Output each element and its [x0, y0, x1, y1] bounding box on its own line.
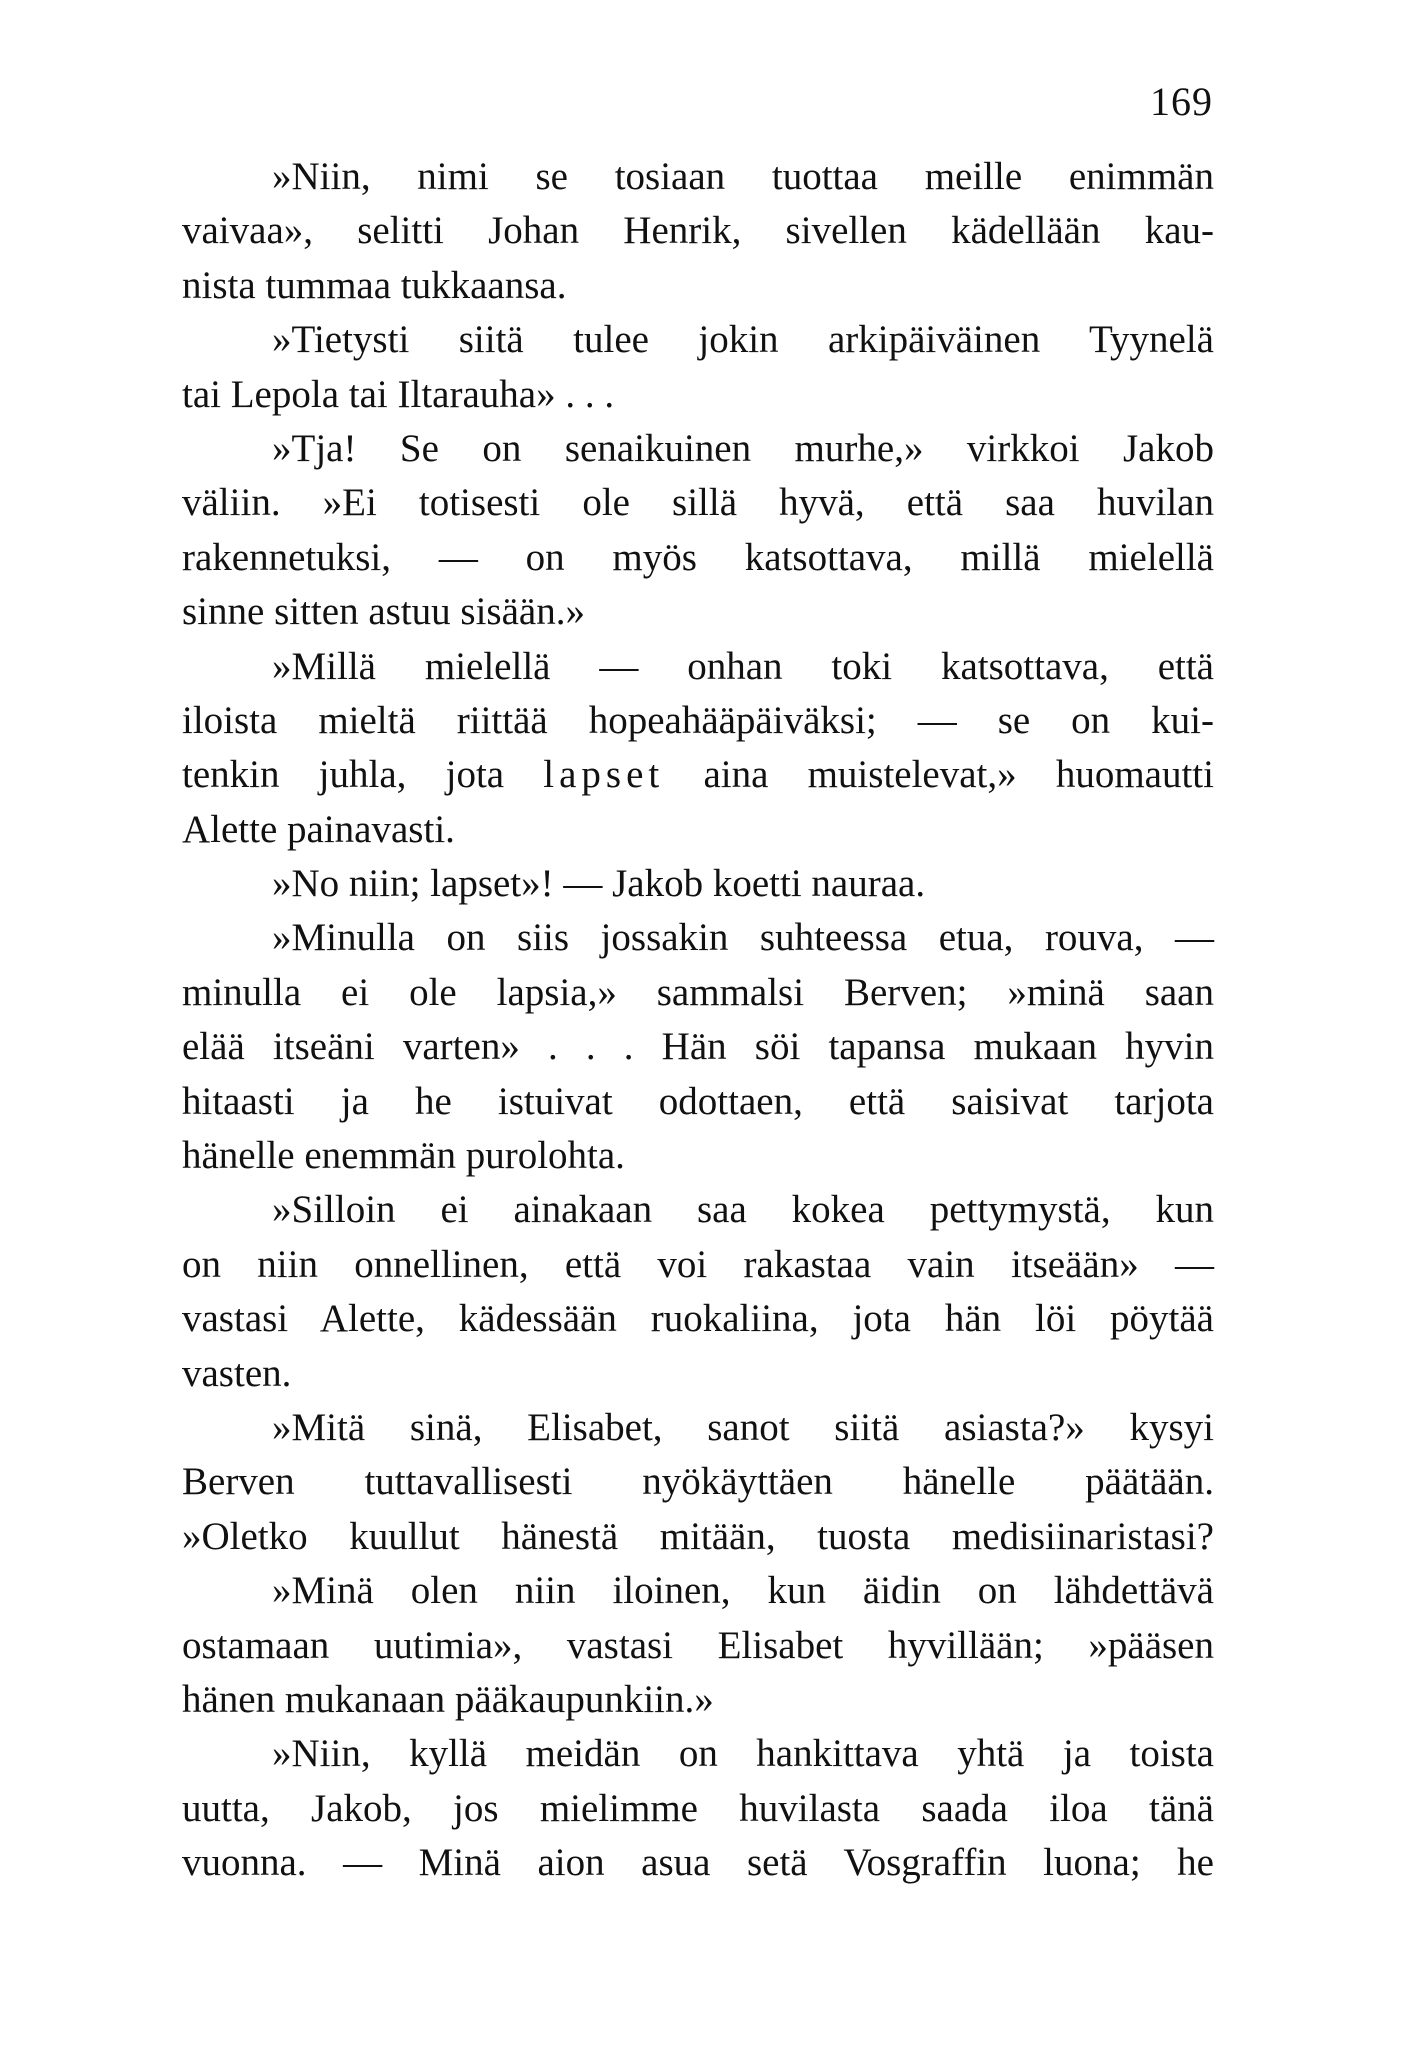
- text-line: uutta, Jakob, jos mielimme huvilasta saada iloa tänä: [182, 1786, 1214, 1830]
- text-line: tai Lepola tai Iltarauha» . . .: [182, 372, 615, 416]
- text-line: vastasi Alette, kädessään ruokaliina, jota hän löi pöytää: [182, 1297, 1214, 1341]
- text-line: »No niin; lapset»! — Jakob koetti nauraa.: [272, 862, 926, 906]
- page-number: 169: [1150, 79, 1213, 124]
- text-line: rakennetuksi, — on myös katsottava, millä mielellä: [182, 535, 1214, 579]
- text-line: väliin. »Ei totisesti ole sillä hyvä, että saa huvilan: [182, 481, 1214, 525]
- text-line: »Silloin ei ainakaan saa kokea pettymystä, kun: [272, 1188, 1214, 1232]
- text-line: vaivaa», selitti Johan Henrik, sivellen kädellään kau-: [182, 209, 1214, 253]
- text-line: »Oletko kuullut hänestä mitään, tuosta medisiinaristasi?: [182, 1514, 1214, 1558]
- text-line: »Tietysti siitä tulee jokin arkipäiväinen Tyynelä: [272, 318, 1214, 362]
- text-line: »Niin, nimi se tosiaan tuottaa meille enimmän: [272, 155, 1214, 198]
- text-line: hitaasti ja he istuivat odottaen, että saisivat tarjota: [182, 1079, 1214, 1123]
- text-line: tenkin juhla, jota lapset aina muistelevat,» huomautti: [182, 753, 1214, 797]
- text-line: Berven tuttavallisesti nyökäyttäen hänelle päätään.: [182, 1460, 1214, 1504]
- text-line: »Millä mielellä — onhan toki katsottava, että: [272, 644, 1214, 688]
- text-line: »Tja! Se on senaikuinen murhe,» virkkoi Jakob: [272, 426, 1214, 470]
- body-text: [182, 150, 1214, 1891]
- text-line: »Minä olen niin iloinen, kun äidin on lähdettävä: [272, 1569, 1214, 1613]
- text-line: iloista mieltä riittää hopeahääpäiväksi; — se on kui-: [182, 698, 1214, 742]
- emphasized-word: lapset: [543, 753, 665, 797]
- text-line: minulla ei ole lapsia,» sammalsi Berven; »minä saan: [182, 970, 1214, 1014]
- text-line: vuonna. — Minä aion asua setä Vosgraffin luona; he: [182, 1841, 1214, 1885]
- text-line: sinne sitten astuu sisään.»: [182, 590, 585, 634]
- text-line: vasten.: [182, 1351, 292, 1395]
- text-line: nista tummaa tukkaansa.: [182, 263, 567, 307]
- text-line: »Mitä sinä, Elisabet, sanot siitä asiasta?» kysyi: [272, 1405, 1214, 1449]
- text-line: hänelle enemmän purolohta.: [182, 1134, 625, 1178]
- text-line: »Minulla on siis jossakin suhteessa etua, rouva, —: [272, 916, 1214, 960]
- text-line: ostamaan uutimia», vastasi Elisabet hyvillään; »pääsen: [182, 1623, 1214, 1667]
- text-line: Alette painavasti.: [182, 807, 455, 851]
- text-line: hänen mukanaan pääkaupunkiin.»: [182, 1677, 714, 1721]
- text-line: on niin onnellinen, että voi rakastaa vain itseään» —: [182, 1242, 1214, 1286]
- text-line: elää itseäni varten» . . . Hän söi tapansa mukaan hyvin: [182, 1025, 1214, 1069]
- text-line: »Niin, kyllä meidän on hankittava yhtä ja toista: [272, 1732, 1214, 1776]
